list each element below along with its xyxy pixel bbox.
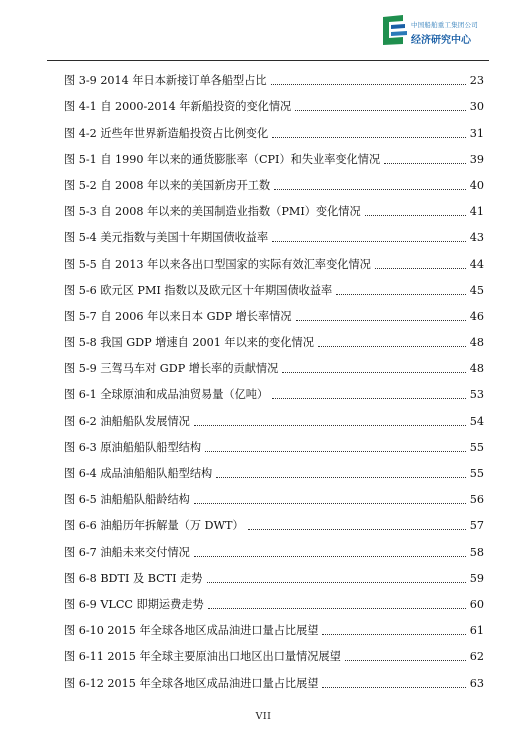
dot-leader xyxy=(208,608,466,609)
csic-logo-icon xyxy=(381,13,409,47)
dot-leader xyxy=(194,425,466,426)
toc-entry-label: 图 6-1 全球原油和成品油贸易量（亿吨） xyxy=(64,388,269,402)
header-unit-name: 经济研究中心 xyxy=(411,35,471,46)
toc-entry[interactable] xyxy=(64,298,484,324)
toc-entry[interactable] xyxy=(64,638,484,664)
toc-entry[interactable] xyxy=(64,193,484,219)
toc-entry-label: 图 6-7 油船未来交付情况 xyxy=(64,545,190,559)
toc-entry-label: 图 5-1 自 1990 年以来的通货膨胀率（CPI）和失业率变化情况 xyxy=(64,152,381,166)
header-rule xyxy=(47,60,489,61)
dot-leader xyxy=(322,634,465,635)
toc-entry-page: 41 xyxy=(469,205,484,219)
toc-entry-label: 图 5-8 我国 GDP 增速自 2001 年以来的变化情况 xyxy=(64,336,314,350)
dot-leader xyxy=(274,189,466,190)
toc-entry-label: 图 6-2 油船船队发展情况 xyxy=(64,414,190,428)
toc-entry-page: 44 xyxy=(469,257,484,271)
toc-entry-label: 图 6-4 成品油船船队船型结构 xyxy=(64,467,213,480)
toc-entry-label: 图 6-10 2015 年全球各地区成品油进口量占比展望 xyxy=(64,624,319,638)
toc-entry[interactable] xyxy=(64,455,484,481)
toc-entry-label: 图 5-2 自 2008 年以来的美国新房开工数 xyxy=(64,178,271,192)
toc-entry[interactable] xyxy=(64,219,484,245)
toc-entry-label: 图 4-1 自 2000-2014 年新船投资的变化情况 xyxy=(64,100,292,114)
toc-entry[interactable] xyxy=(64,167,484,193)
toc-entry[interactable] xyxy=(64,272,484,298)
toc-entry-page: 62 xyxy=(469,650,484,664)
dot-leader xyxy=(295,110,466,111)
dot-leader xyxy=(365,215,466,216)
dot-leader xyxy=(345,660,466,661)
toc-entry-page: 60 xyxy=(469,597,484,611)
toc-entry[interactable] xyxy=(64,324,484,350)
dot-leader xyxy=(194,503,466,504)
toc-entry-label: 图 6-3 原油船船队船型结构 xyxy=(64,440,202,454)
dot-leader xyxy=(384,163,466,164)
figure-list xyxy=(64,62,484,691)
toc-entry-label: 图 3-9 2014 年日本新接订单各船型占比 xyxy=(64,74,267,88)
toc-entry-label: 图 6-11 2015 年全球主要原油出口地区出口量情况展望 xyxy=(64,650,341,664)
toc-entry-page: 31 xyxy=(469,126,484,140)
toc-entry-page: 46 xyxy=(469,309,484,323)
toc-entry[interactable] xyxy=(64,429,484,455)
dot-leader xyxy=(207,582,466,583)
toc-entry-page: 45 xyxy=(469,283,484,297)
toc-entry[interactable] xyxy=(64,350,484,376)
toc-entry[interactable] xyxy=(64,88,484,114)
toc-entry-label: 图 6-8 BDTI 及 BCTI 走势 xyxy=(64,571,203,585)
dot-leader xyxy=(336,294,466,295)
toc-entry[interactable] xyxy=(64,141,484,167)
header-org-name: 中国船舶重工集团公司 xyxy=(411,21,478,29)
toc-entry[interactable] xyxy=(64,376,484,402)
toc-entry-page: 54 xyxy=(469,414,484,428)
toc-entry[interactable] xyxy=(64,62,484,88)
toc-entry-page: 43 xyxy=(469,231,484,245)
toc-entry-page: 55 xyxy=(469,440,484,454)
toc-entry-page: 48 xyxy=(469,336,484,350)
toc-entry-page: 59 xyxy=(469,571,484,585)
toc-entry[interactable] xyxy=(64,114,484,140)
toc-entry-page: 48 xyxy=(469,362,484,376)
toc-entry-page: 53 xyxy=(469,388,484,402)
toc-entry[interactable] xyxy=(64,245,484,271)
toc-entry-label: 图 5-7 自 2006 年以来日本 GDP 增长率情况 xyxy=(64,309,292,323)
toc-entry[interactable] xyxy=(64,612,484,638)
toc-entry-page: 40 xyxy=(469,178,484,192)
dot-leader xyxy=(272,398,466,399)
toc-entry-label: 图 6-9 VLCC 即期运费走势 xyxy=(64,597,204,611)
toc-entry[interactable] xyxy=(64,507,484,533)
dot-leader xyxy=(216,477,466,478)
toc-entry-page: 39 xyxy=(469,152,484,166)
toc-entry-page: 58 xyxy=(469,545,484,559)
toc-entry-label: 图 6-12 2015 年全球各地区成品油进口量占比展望 xyxy=(64,676,319,690)
toc-entry-label: 图 5-3 自 2008 年以来的美国制造业指数（PMI）变化情况 xyxy=(64,205,361,219)
toc-entry-label: 图 4-2 近些年世界新造船投资占比例变化 xyxy=(64,126,269,140)
toc-entry[interactable] xyxy=(64,402,484,428)
toc-entry-page: 23 xyxy=(469,74,484,88)
dot-leader xyxy=(375,268,466,269)
toc-entry[interactable] xyxy=(64,533,484,559)
dot-leader xyxy=(318,346,466,347)
dot-leader xyxy=(272,137,466,138)
page-number: VII xyxy=(255,711,272,722)
toc-entry[interactable] xyxy=(64,586,484,612)
toc-entry-page: 55 xyxy=(469,467,484,480)
toc-entry-label: 图 5-4 美元指数与美国十年期国债收益率 xyxy=(64,231,269,245)
header-logo xyxy=(381,13,511,53)
dot-leader xyxy=(296,320,466,321)
toc-entry-page: 30 xyxy=(469,100,484,114)
dot-leader xyxy=(272,241,466,242)
toc-entry-label: 图 6-6 油船历年拆解量（万 DWT） xyxy=(64,519,244,533)
toc-entry[interactable] xyxy=(64,664,484,690)
toc-entry-label: 图 5-9 三驾马车对 GDP 增长率的贡献情况 xyxy=(64,362,279,376)
dot-leader xyxy=(271,84,466,85)
toc-entry-label: 图 5-5 自 2013 年以来各出口型国家的实际有效汇率变化情况 xyxy=(64,257,371,271)
dot-leader xyxy=(205,451,466,452)
dot-leader xyxy=(248,529,466,530)
dot-leader xyxy=(194,556,466,557)
toc-entry-page: 63 xyxy=(469,676,484,690)
toc-entry-label: 图 5-6 欧元区 PMI 指数以及欧元区十年期国债收益率 xyxy=(64,283,333,297)
toc-entry-page: 56 xyxy=(469,493,484,507)
toc-entry-page: 61 xyxy=(469,624,484,638)
toc-entry[interactable] xyxy=(64,560,484,586)
toc-entry-page: 57 xyxy=(469,519,484,533)
dot-leader xyxy=(282,372,465,373)
toc-entry[interactable] xyxy=(64,481,484,507)
dot-leader xyxy=(322,687,465,688)
toc-entry-label: 图 6-5 油船船队船龄结构 xyxy=(64,493,190,507)
